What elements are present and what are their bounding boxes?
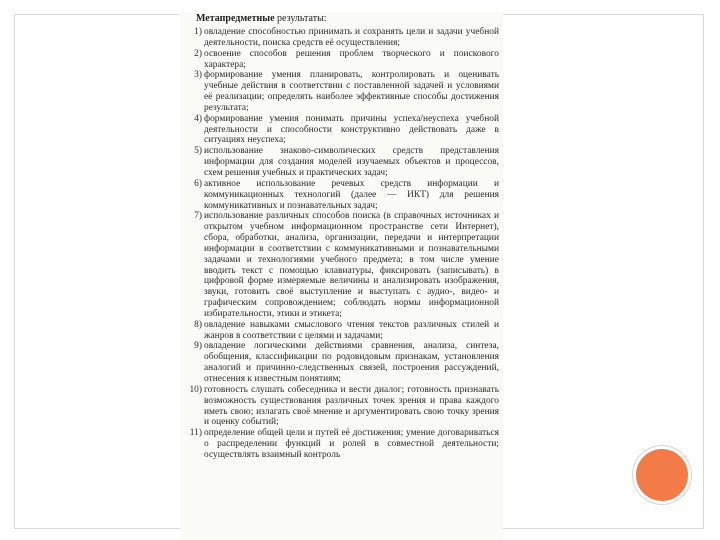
list-item-number: 6) <box>194 178 202 189</box>
list-item-text: готовность слушать собеседника и вести диалог; готовность признавать возможность существования различных точек зрения и права каждого иметь свою; излагать своё мнение и аргументировать свою точку зрения и оценку событий; <box>204 384 499 428</box>
list-item <box>180 146 499 179</box>
list-item-text: формирование умения понимать причины успеха/неуспеха учебной деятельности и способности конструктивно действовать даже в ситуациях неуспеха; <box>204 113 499 146</box>
list-item <box>180 341 499 384</box>
list-item <box>180 27 499 49</box>
list-item-number: 3) <box>194 70 202 81</box>
orange-circle-decoration <box>636 449 688 501</box>
document-page <box>180 12 503 540</box>
list-item <box>180 70 499 113</box>
list-item-number: 8) <box>194 319 202 330</box>
list-item-number: 1) <box>194 27 202 37</box>
document-heading <box>196 12 327 26</box>
list-item-number: 7) <box>194 211 202 222</box>
list-item <box>180 385 499 428</box>
list-item-number: 2) <box>194 48 202 59</box>
list-item-text: овладение навыками смыслового чтения текстов различных стилей и жанров в соответствии с целями и задачами; <box>204 319 499 341</box>
list-item-number: 5) <box>194 146 202 157</box>
list-item-text: использование различных способов поиска (в справочных источниках и открытом учебном информационном пространстве сети Интернет), сбора, обработки, анализа, организации, передачи и интерпретации информации в соответствии с коммуникативными и познавательными задачами и технологиями учебного предмета; в том числе умение вводить текст с помощью клавиатуры, фиксировать (записывать) в цифровой форме измеряемые величины и анализировать изображения, звуки, готовить своё выступление и выступать с аудио-, видео- и графическим сопровождением; соблюдать нормы информационной избирательности, этики и этикета; <box>204 211 499 319</box>
heading-rest: результаты: <box>274 13 327 24</box>
list-item <box>180 179 499 212</box>
list-item-text: овладение логическими действиями сравнения, анализа, синтеза, обобщения, классификации по родовидовым признакам, установления аналогий и причинно-следственных связей, построения рассуждений, отнесения к известным понятиям; <box>204 341 499 384</box>
list-item <box>180 428 499 461</box>
list-item-text: освоение способов решения проблем творческого и поискового характера; <box>204 48 499 70</box>
list-item-text: формирование умения планировать, контролировать и оценивать учебные действия в соответствии с поставленной задачей и условиями её реализации; определять наиболее эффективные способы достижения результата; <box>204 70 499 113</box>
heading-bold: Метапредметные <box>196 13 275 24</box>
list-item <box>180 49 499 71</box>
list-item-text: активное использование речевых средств информации и коммуникационных технологий (далее — ИКТ) для решения коммуникативных и познавательных задач; <box>204 178 499 211</box>
list-item-number: 11) <box>189 428 202 439</box>
results-list <box>180 27 503 461</box>
list-item <box>180 114 499 147</box>
list-item-number: 9) <box>194 341 202 352</box>
list-item <box>180 211 499 319</box>
list-item-text: определение общей цели и путей её достижения; умение договариваться о распределении функций и ролей в совместной деятельности; осуществлять взаимный контроль <box>204 428 499 460</box>
list-item-text: овладение способностью принимать и сохранять цели и задачи учебной деятельности, поиска средств её осуществления; <box>204 27 499 48</box>
list-item-number: 4) <box>194 113 202 124</box>
list-item-text: использование знаково-символических средств представления информации для создания моделей изучаемых объектов и процессов, схем решения учебных и практических задач; <box>204 146 499 178</box>
list-item-number: 10) <box>189 384 202 395</box>
list-item <box>180 320 499 342</box>
